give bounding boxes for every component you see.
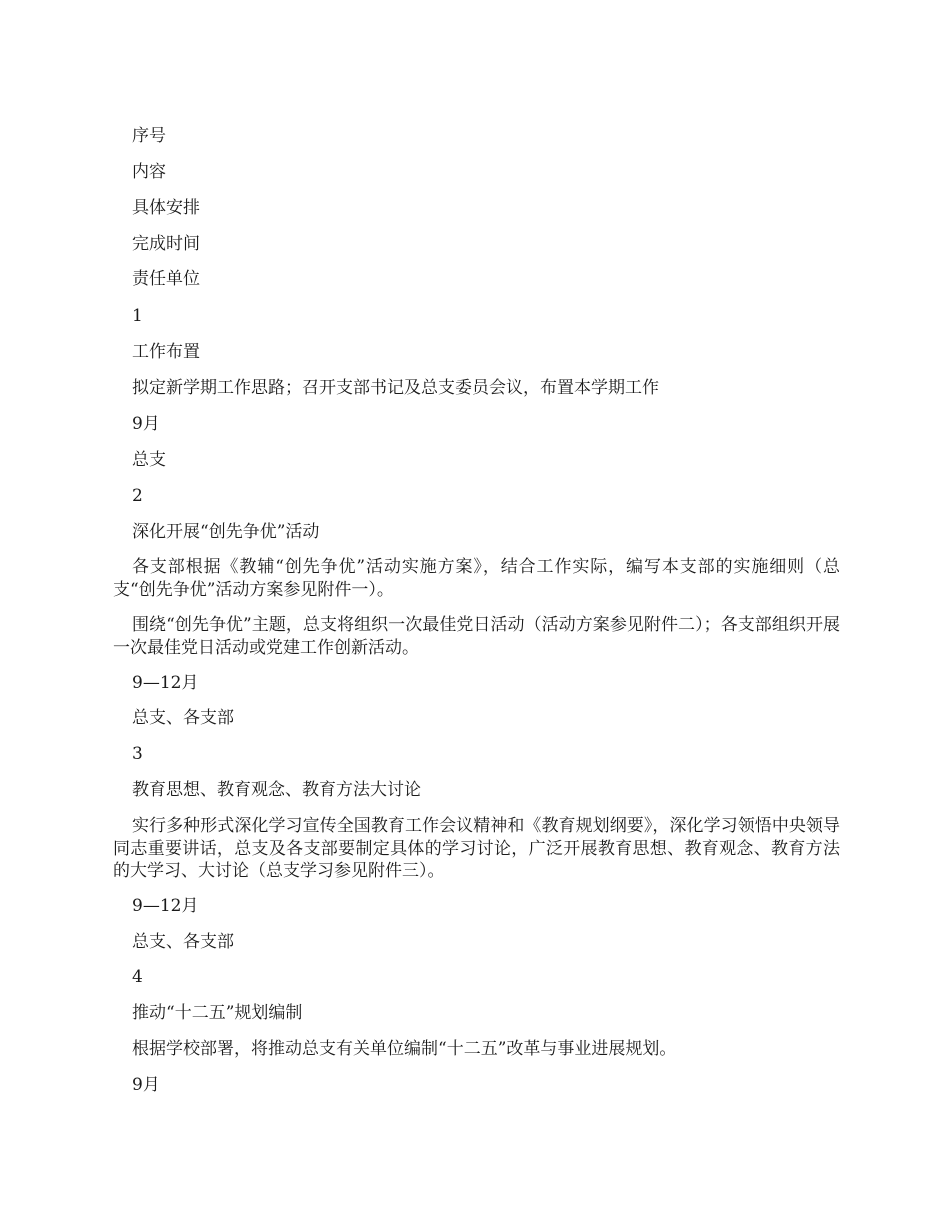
- row-2-time: 9—12月: [132, 673, 199, 693]
- row-4-arrangement: 根据学校部署，将推动总支有关单位编制“十二五”改革与事业进展规划。: [132, 1039, 677, 1059]
- row-3-content: 教育思想、教育观念、教育方法大讨论: [132, 780, 421, 800]
- row-3-unit: 总支、各支部: [132, 932, 234, 952]
- row-4-time: 9月: [132, 1075, 160, 1095]
- row-1-arrangement: 拟定新学期工作思路；召开支部书记及总支委员会议，布置本学期工作: [132, 378, 659, 398]
- row-3-arrangement: 实行多种形式深化学习宣传全国教育工作会议精神和《教育规划纲要》，深化学习领悟中央领导同志重要讲话，总支及各支部要制定具体的学习讨论，广泛开展教育思想、教育观念、教育方法的大学习、大讨论（总支学习参见附件三）。: [113, 816, 840, 881]
- row-4-content: 推动“十二五”规划编制: [132, 1003, 303, 1023]
- table-header-completion-time: 完成时间: [132, 234, 200, 254]
- row-1-content: 工作布置: [132, 342, 200, 362]
- row-2-number: 2: [132, 486, 143, 506]
- row-1-unit: 总支: [132, 450, 166, 470]
- table-header-arrangement: 具体安排: [132, 198, 200, 218]
- row-3-time: 9—12月: [132, 896, 199, 916]
- table-header-content: 内容: [132, 162, 166, 182]
- row-4-number: 4: [132, 967, 143, 987]
- row-2-content: 深化开展“创先争优”活动: [132, 522, 320, 542]
- row-2-unit: 总支、各支部: [132, 708, 234, 728]
- row-2-arrangement-part-1: 各支部根据《教辅“创先争优”活动实施方案》，结合工作实际，编写本支部的实施细则（总支“创先争优”活动方案参见附件一）。: [113, 557, 840, 600]
- row-1-number: 1: [132, 306, 143, 326]
- table-header-serial-number: 序号: [132, 126, 166, 146]
- row-1-time: 9月: [132, 414, 160, 434]
- table-header-responsible-unit: 责任单位: [132, 269, 200, 289]
- row-2-arrangement-part-2: 围绕“创先争优”主题，总支将组织一次最佳党日活动（活动方案参见附件二）；各支部组织开展一次最佳党日活动或党建工作创新活动。: [113, 615, 840, 658]
- row-3-number: 3: [132, 744, 143, 764]
